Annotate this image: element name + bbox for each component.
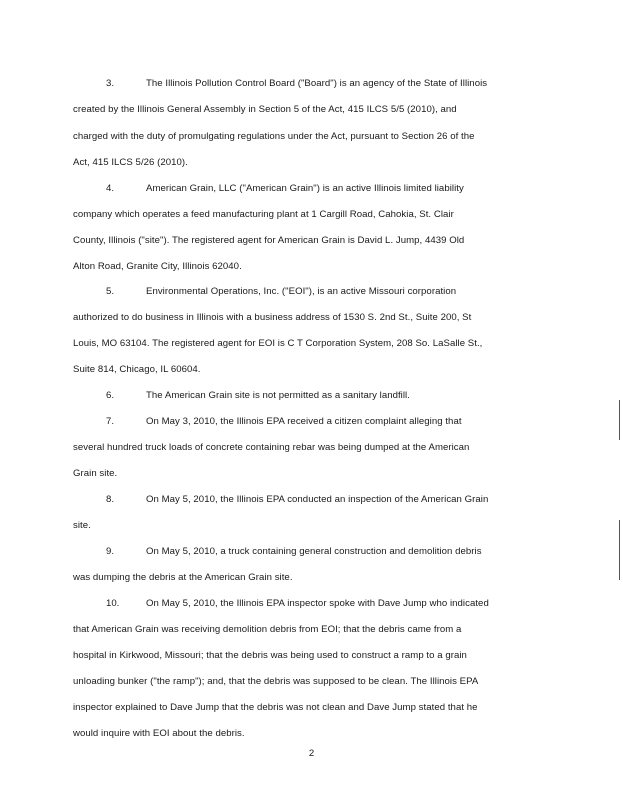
paragraph-text: American Grain, LLC ("American Grain") is an active Illinois limited liability <box>146 183 464 194</box>
paragraph-text: The American Grain site is not permitted as a sanitary landfill. <box>146 390 410 401</box>
paragraph-text: that American Grain was receiving demolition debris from EOI; that the debris came from a <box>73 624 462 635</box>
scan-edge-mark <box>619 520 620 580</box>
paragraph-text: Louis, MO 63104. The registered agent for EOI is C T Corporation System, 208 So. LaSalle St., <box>73 338 483 349</box>
page-number: 2 <box>308 748 315 759</box>
paragraph-text: County, Illinois ("site"). The registered agent for American Grain is David L. Jump, 4439 Old <box>73 235 465 246</box>
paragraph-text: charged with the duty of promulgating regulations under the Act, pursuant to Section 26 of the <box>73 131 475 142</box>
paragraph-text: The Illinois Pollution Control Board ("Board") is an agency of the State of Illinois <box>146 78 488 89</box>
paragraph-text: On May 5, 2010, a truck containing general construction and demolition debris <box>146 546 482 557</box>
paragraph-text: authorized to do business in Illinois with a business address of 1530 S. 2nd St., Suite 200, St <box>73 312 472 323</box>
paragraph-text: Environmental Operations, Inc. ("EOI"), is an active Missouri corporation <box>146 286 457 297</box>
scan-edge-mark <box>619 400 620 440</box>
paragraph-number: 9. <box>106 546 115 557</box>
paragraph-text: hospital in Kirkwood, Missouri; that the debris was being used to construct a ramp to a grain <box>73 650 467 661</box>
paragraph-text: Act, 415 ILCS 5/26 (2010). <box>73 157 188 168</box>
paragraph-text: Grain site. <box>73 468 118 479</box>
paragraph-number: 7. <box>106 416 115 427</box>
paragraph-text: Alton Road, Granite City, Illinois 62040. <box>73 261 242 272</box>
paragraph-text: inspector explained to Dave Jump that the debris was not clean and Dave Jump stated that he <box>73 702 478 713</box>
paragraph-text: created by the Illinois General Assembly in Section 5 of the Act, 415 ILCS 5/5 (2010), and <box>73 104 457 115</box>
paragraph-number: 4. <box>106 183 115 194</box>
paragraph-text: unloading bunker ("the ramp"); and, that the debris was supposed to be clean. The Illinois EPA <box>73 676 479 687</box>
paragraph-number: 5. <box>106 286 115 297</box>
paragraph-number: 3. <box>106 78 115 89</box>
paragraph-text: was dumping the debris at the American Grain site. <box>73 572 293 583</box>
paragraph-text: On May 5, 2010, the Illinois EPA inspector spoke with Dave Jump who indicated <box>146 598 489 609</box>
paragraph-number: 10. <box>106 598 120 609</box>
paragraph-text: Suite 814, Chicago, IL 60604. <box>73 364 201 375</box>
paragraph-text: On May 5, 2010, the Illinois EPA conducted an inspection of the American Grain <box>146 494 489 505</box>
paragraph-text: company which operates a feed manufacturing plant at 1 Cargill Road, Cahokia, St. Clair <box>73 209 454 220</box>
paragraph-text: would inquire with EOI about the debris. <box>73 728 245 739</box>
paragraph-number: 6. <box>106 390 115 401</box>
paragraph-number: 8. <box>106 494 115 505</box>
paragraph-text: several hundred truck loads of concrete containing rebar was being dumped at the American <box>73 442 470 453</box>
paragraph-text: On May 3, 2010, the Illinois EPA received a citizen complaint alleging that <box>146 416 462 427</box>
paragraph-text: site. <box>73 520 91 531</box>
